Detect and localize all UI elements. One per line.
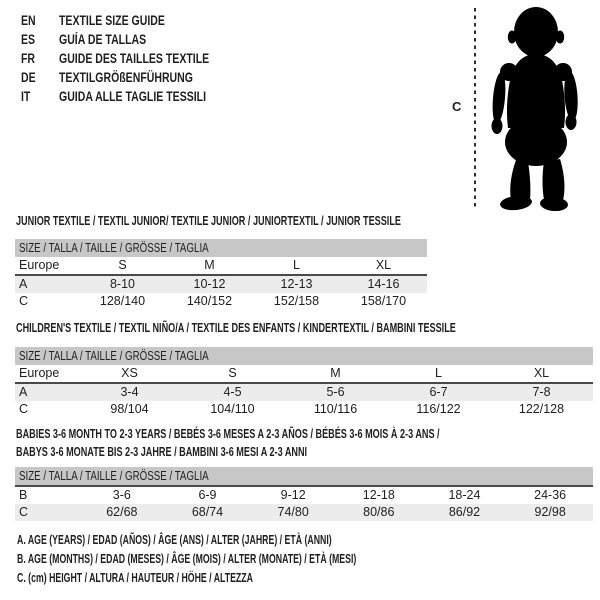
size-cell: 74/80 — [250, 504, 336, 521]
size-cell: 12-18 — [362, 488, 395, 502]
size-cell: M — [284, 365, 387, 383]
lang-row-en — [21, 11, 252, 30]
size-cell: 12-13 — [253, 275, 340, 293]
size-cell: 3-6 — [112, 488, 131, 502]
guide-title-block — [21, 11, 252, 106]
lang-code-en: EN — [21, 13, 36, 28]
row-label: C — [15, 504, 79, 521]
size-cell: 14-16 — [340, 275, 427, 293]
row-label: A — [15, 275, 79, 293]
table-row-b — [15, 486, 593, 504]
size-cell: S — [181, 365, 284, 383]
size-cell: M — [166, 257, 253, 275]
row-label: C — [19, 402, 29, 416]
row-label: Europe — [15, 365, 78, 383]
table-row-europe — [15, 365, 593, 383]
size-cell: 98/104 — [110, 402, 149, 416]
note-b-age-months: B. AGE (MONTHS) / EDAD (MESES) / ÂGE (MOIS) / ALTER (MONATE) / ETÀ (MESI) — [17, 552, 357, 566]
lang-row-it — [21, 87, 252, 106]
table-row-a — [15, 275, 427, 293]
size-cell: 24-36 — [534, 488, 567, 502]
size-cell: 80/86 — [336, 504, 422, 521]
size-cell: 104/110 — [210, 402, 255, 416]
size-cell: 8-10 — [79, 275, 166, 293]
guide-title-es: GUÍA DE TALLAS — [59, 32, 147, 47]
children-section-title: CHILDREN'S TEXTILE / TEXTIL NIÑO/A / TEXTILE DES ENFANTS / KINDERTEXTIL / BAMBINI TESSILE — [16, 320, 456, 335]
size-cell: 18-24 — [448, 488, 481, 502]
size-header-bar — [15, 467, 593, 486]
size-cell: 5-6 — [284, 383, 387, 401]
size-cell: L — [253, 257, 340, 275]
size-cell: 152/158 — [273, 294, 320, 308]
size-cell: 86/92 — [422, 504, 508, 521]
size-cell: 6-7 — [387, 383, 490, 401]
size-cell: 122/128 — [518, 402, 565, 416]
size-cell: S — [79, 257, 166, 275]
row-label: B — [19, 488, 28, 502]
babies-size-table — [15, 467, 593, 521]
row-label: Europe — [15, 257, 79, 275]
guide-title-en: TEXTILE SIZE GUIDE — [59, 13, 165, 28]
size-cell: 116/122 — [416, 402, 461, 416]
size-header-label: SIZE / TALLA / TAILLE / GRÖSSE / TAGLIA — [15, 239, 427, 257]
size-cell: 92/98 — [507, 504, 593, 521]
size-cell: 4-5 — [181, 383, 284, 401]
table-row-europe — [15, 257, 427, 275]
lang-row-de — [21, 68, 252, 87]
lang-code-de: DE — [21, 70, 36, 85]
size-cell: 62/68 — [79, 504, 165, 521]
size-cell: XL — [490, 365, 593, 383]
size-header-label: SIZE / TALLA / TAILLE / GRÖSSE / TAGLIA — [15, 347, 593, 365]
size-header-bar — [15, 239, 427, 257]
guide-title-de: TEXTILGRÖßENFÜHRUNG — [59, 70, 193, 85]
children-size-table — [15, 347, 593, 418]
size-cell: 3-4 — [78, 383, 181, 401]
junior-size-table — [15, 239, 427, 310]
lang-row-es — [21, 30, 252, 49]
row-label: C — [19, 294, 29, 308]
toddler-silhouette-image — [482, 4, 588, 212]
guide-title-it: GUIDA ALLE TAGLIE TESSILI — [59, 89, 207, 104]
size-header-bar — [15, 347, 593, 365]
note-c-height: C. (cm) HEIGHT / ALTURA / HAUTEUR / HÖHE / ALTEZZA — [17, 571, 253, 585]
lang-code-fr: FR — [21, 51, 36, 66]
legend-notes — [17, 531, 502, 588]
size-cell: XL — [340, 257, 427, 275]
size-cell: 68/74 — [165, 504, 251, 521]
size-cell: 110/116 — [313, 402, 358, 416]
lang-code-it: IT — [21, 89, 31, 104]
size-cell: 128/140 — [99, 294, 146, 308]
babies-section-title: BABIES 3-6 MONTH TO 2-3 YEARS / BEBÉS 3-6 MESES A 2-3 AÑOS / BÉBÉS 3-6 MOIS À 2-3 ANS / BABYS 3-6 MONATE BIS 2-3 JAHRE / BAMBINI 3-6 MESI A 2-3 ANNI — [16, 426, 440, 459]
guide-title-fr: GUIDE DES TAILLES TEXTILE — [59, 51, 210, 66]
size-cell: XS — [78, 365, 181, 383]
size-cell: L — [387, 365, 490, 383]
height-measure-label: C — [452, 99, 462, 114]
size-cell: 10-12 — [166, 275, 253, 293]
table-row-c — [15, 293, 427, 310]
size-header-label: SIZE / TALLA / TAILLE / GRÖSSE / TAGLIA — [15, 467, 593, 486]
size-cell: 7-8 — [490, 383, 593, 401]
row-label: A — [15, 383, 78, 401]
lang-row-fr — [21, 49, 252, 68]
junior-section-title: JUNIOR TEXTILE / TEXTIL JUNIOR/ TEXTILE JUNIOR / JUNIORTEXTIL / JUNIOR TESSILE — [16, 213, 401, 228]
height-measure-line — [474, 8, 476, 208]
size-cell: 6-9 — [198, 488, 217, 502]
size-cell: 158/170 — [360, 294, 407, 308]
lang-code-es: ES — [21, 32, 36, 47]
note-a-age-years: A. AGE (YEARS) / EDAD (AÑOS) / ÂGE (ANS) / ALTER (JAHRE) / ETÀ (ANNI) — [17, 533, 332, 547]
table-row-a — [15, 383, 593, 401]
table-row-c — [15, 401, 593, 418]
size-cell: 140/152 — [186, 294, 233, 308]
table-row-c — [15, 504, 593, 521]
size-cell: 9-12 — [280, 488, 306, 502]
